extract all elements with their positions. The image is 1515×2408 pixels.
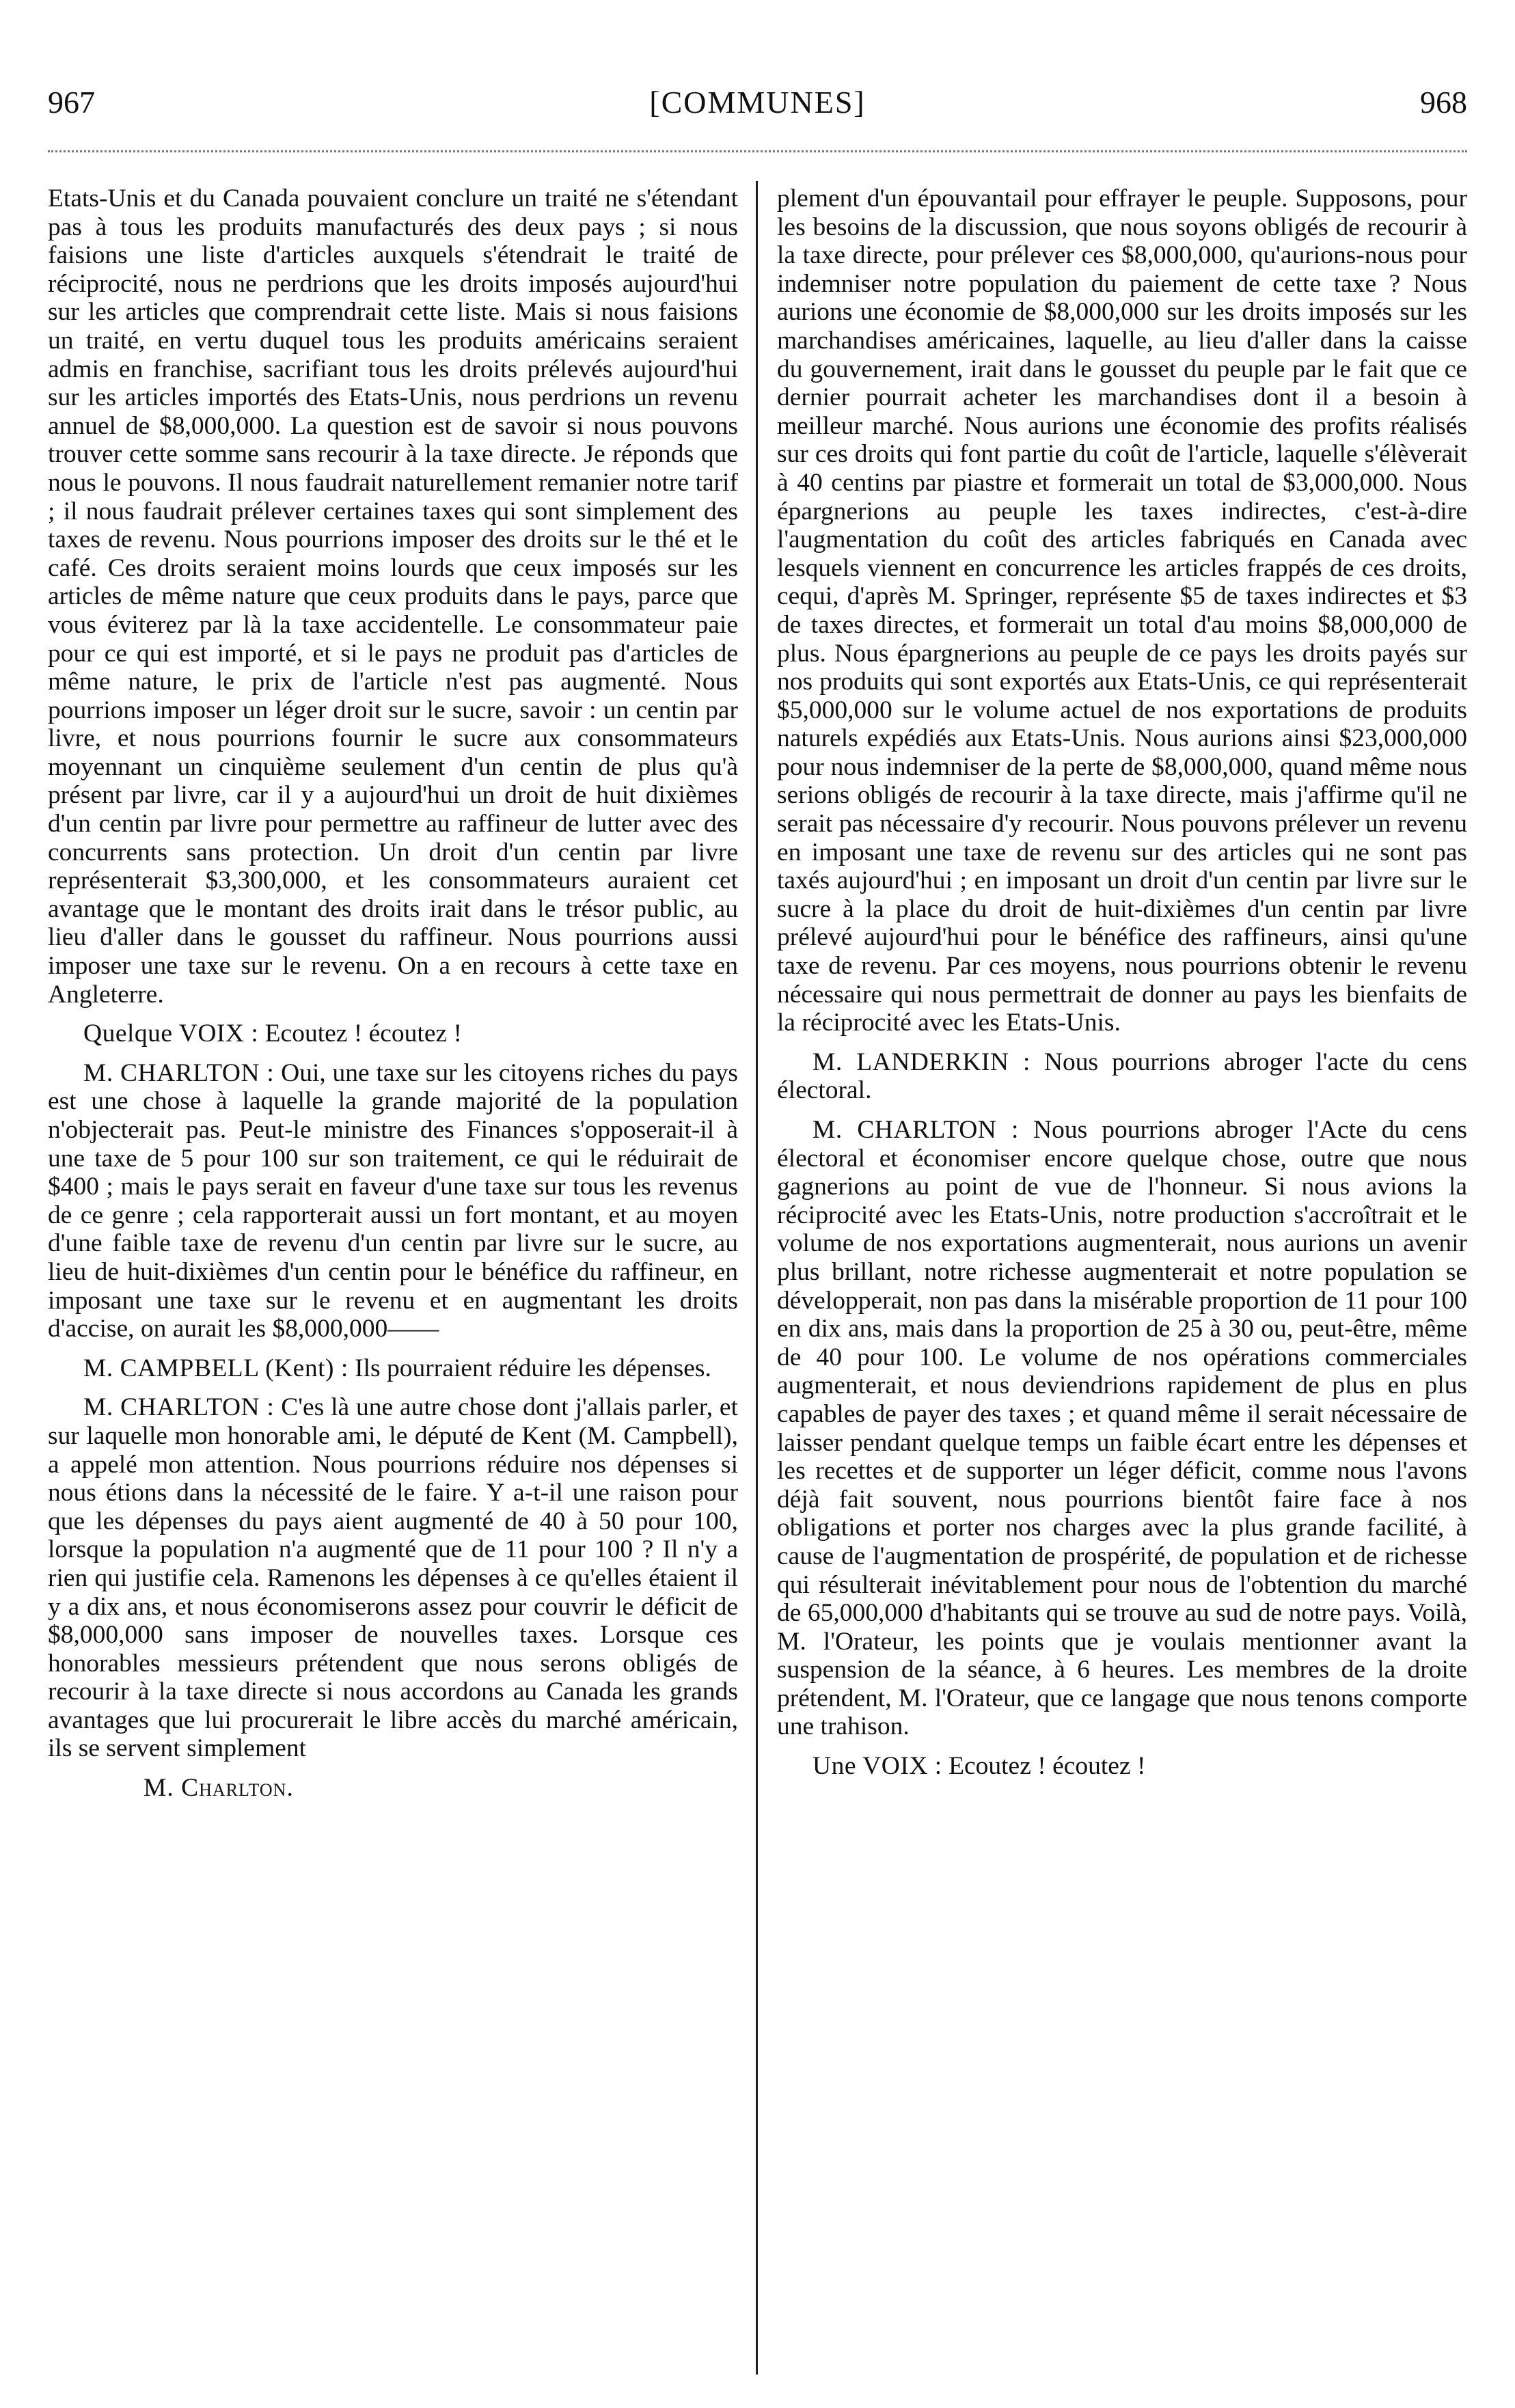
paragraph-text: plement d'un épouvantail pour effrayer le peuple. Supposons, pour les besoins de la discussion, que nous soyons obligés de recourir à la taxe directe, pour prélever ces $8,000,000, qu'aurions-nous pour indemniser notre population du paiement de cette taxe ? Nous aurions une économie de $8,000,000 sur les droits imposés sur les marchandises américaines, laquelle, au lieu d'aller dans la caisse du gouvernement, irait dans le gousset du peuple par le fait que ce dernier pourrait acheter les marchandises dont il a besoin à meilleur marché. Nous aurions une économie des profits réalisés sur ces droits qui font partie du coût de l'article, laquelle s'élèverait à 40 centins par piastre et formerait un total de $3,000,000. Nous épargnerions au peuple les taxes indirectes, c'est-à-dire l'augmentation du coût des articles fabriqués en Canada avec lesquels viennent en concurrence les articles frappés de ces droits, cequi, d'après M. Springer, représente $5 de taxes indirectes et $3 de taxes directes, et formerait un total d'au moins $8,000,000 de plus. Nous épargnerions au peuple de ce pays les droits payés sur nos produits qui sont exportés aux Etats-Unis, ce qui représenterait $5,000,000 sur le volume actuel de nos exportations de produits naturels expédiés aux Etats-Unis. Nous aurions ainsi $23,000,000 pour nous indemniser de la perte de $8,000,000, quand même nous serions obligés de recourir à la taxe directe, mais j'affirme qu'il ne serait pas nécessaire d'y recourir. Nous pouvons prélever un revenu en imposant une taxe de revenu sur des articles qui ne sont pas taxés aujourd'hui ; en imposant un droit d'un centin par livre sur le sucre à la place du droit de huit-dixièmes d'un centin par livre prélevé aujourd'hui pour le bénéfice des raffineurs, ainsi qu'une taxe de revenu. Par ces moyens, nous pourrions obtenir le revenu nécessaire qui nous permettrait de donner au pays les bienfaits de la réciprocité avec les Etats-Unis.: [777, 184, 1467, 1037]
speaker-name: M. CHARLTON :: [83, 1058, 275, 1087]
paragraph-text: Oui, une taxe sur les citoyens riches du pays est une chose à laquelle la grande majorité de la population n'objecterait pas. Peut-le ministre des Finances s'opposerait-il à une taxe de 5 pour 100 sur son traitement, ce qui le réduirait de $400 ; mais le pays serait en faveur d'une taxe sur tous les revenus de ce genre ; cela rapporterait aussi un fort montant, et au moyen d'une faible taxe de revenu d'un centin par livre sur le sucre, au lieu de huit-dixièmes d'un centin pour le bénéfice du raffineur, en imposant une taxe sur le revenu et en augmentant les droits d'accise, on aurait les $8,000,000——: [48, 1058, 739, 1343]
paragraph: [48, 1393, 738, 1763]
right-column: [777, 184, 1467, 2385]
paragraph-text: Ecoutez ! écoutez !: [264, 1020, 462, 1048]
column-divider: [756, 181, 758, 2375]
speaker-name: M. CHARLTON :: [813, 1116, 1019, 1144]
paragraph-text: Ils pourraient réduire les dépenses.: [355, 1354, 711, 1382]
left-column: [48, 184, 738, 2385]
header-rule: [48, 150, 1467, 152]
paragraph-text: C'es là une autre chose dont j'allais parler, et sur laquelle mon honorable ami, le député de Kent (M. Campbell), a appelé mon attention. Nous pourrions réduire nos dépenses si nous étions dans la nécessité de le faire. Y a-t-il une raison pour que les dépenses du pays aient augmenté de 40 à 50 pour 100, lorsque la population n'a augmenté que de 11 pour 100 ? Il n'y a rien qui justifie cela. Ramenons les dépenses à ce qu'elles étaient il y a dix ans, et nous économiserons assez pour couvrir le déficit de $8,000,000 sans imposer de nouvelles taxes. Lorsque ces honorables messieurs prétendent que nous serons obligés de recourir à la taxe directe si nous accordons au Canada les grands avantages que lui procurerait le libre accès du marché américain, ils se servent simplement: [48, 1393, 738, 1763]
paragraph: [777, 184, 1467, 1037]
paragraph: [48, 1354, 738, 1383]
paragraph-text: Nous pourrions abroger l'acte du cens électoral.: [777, 1048, 1468, 1105]
paragraph: [48, 184, 738, 1009]
footer-speaker-name: M. Charlton.: [144, 1774, 294, 1803]
page-header: [48, 75, 1467, 130]
paragraph-text: Ecoutez ! écoutez !: [948, 1752, 1146, 1781]
speaker-name: Une VOIX :: [813, 1752, 942, 1781]
speaker-name: M. CHARLTON :: [83, 1393, 275, 1422]
paragraph: [48, 1020, 738, 1048]
paragraph-text: Etats-Unis et du Canada pouvaient conclure un traité ne s'étendant pas à tous les produits manufacturés des deux pays ; si nous faisions une liste d'articles auxquels s'étendrait le traité de réciprocité, nous ne perdrions que les droits imposés aujourd'hui sur les articles que comprendrait cette liste. Mais si nous faisions un traité, en vertu duquel tous les produits américains seraient admis en franchise, sacrifiant tous les droits prélevés aujourd'hui sur les articles importés des Etats-Unis, nous perdrions un revenu annuel de $8,000,000. La question est de savoir si nous pouvons trouver cette somme sans recourir à la taxe directe. Je réponds que nous le pouvons. Il nous faudrait naturellement remanier notre tarif ; il nous faudrait prélever certaines taxes qui sont simplement des taxes de revenu. Nous pourrions imposer des droits sur le thé et le café. Ces droits seraient moins lourds que ceux imposés sur les articles de même nature que ceux produits dans le pays, parce que vous éviterez par là la taxe accidentelle. Le consommateur paie pour ce qui est importé, et si le pays ne produit pas d'articles de même nature, le prix de l'article n'est pas augmenté. Nous pourrions imposer un léger droit sur le sucre, savoir : un centin par livre, et nous pourrions fournir le sucre aux consommateurs moyennant un cinquième seulement d'un centin de plus qu'à présent par livre, car il y a aujourd'hui un droit de huit dixièmes d'un centin par livre pour permettre au raffineur de lutter avec des concurrents sans protection. Un droit d'un centin par livre représenterait $3,300,000, et les consommateurs auraient cet avantage que le montant des droits irait dans le trésor public, au lieu d'aller dans le gousset du raffineur. Nous pourrions aussi imposer une taxe sur le revenu. On a en recours à cette taxe en Angleterre.: [48, 184, 738, 1009]
speaker-name: M. CAMPBELL (Kent) :: [83, 1354, 349, 1382]
paragraph: [777, 1048, 1467, 1105]
page-title: [COMMUNES]: [649, 85, 866, 120]
right-page-number: 968: [1420, 85, 1467, 120]
paragraph: [777, 1752, 1467, 1781]
paragraph-text: Nous pourrions abroger l'Acte du cens électoral et économiser encore quelque chose, outre que nous gagnerions au point de vue de l'honneur. Si nous avions la réciprocité avec les Etats-Unis, notre production s'accroîtrait et le volume de nos exportations augmenterait, nous aurions un avenir plus brillant, notre richesse augmenterait et notre population se développerait, non pas dans la misérable proportion de 11 pour 100 en dix ans, mais dans la proportion de 25 à 30 ou, peut-être, même de 40 pour 100. Le volume de nos opérations commerciales augmenterait, et nous deviendrions rapidement de plus en plus capables de payer des taxes ; et quand même il serait nécessaire de laisser pendant quelque temps un faible écart entre les dépenses et les recettes et de supporter un léger déficit, comme nous l'avons déjà fait souvent, nous pourrions bientôt faire face à nos obligations et porter nos charges avec la plus grande facilité, à cause de l'augmentation de prospérité, de population et de richesse qui résulterait inévitablement pour nous de l'obtention du marché de 65,000,000 d'habitants qui se trouve au sud de notre pays. Voilà, M. l'Orateur, les points que je voulais mentionner avant la suspension de la séance, à 6 heures. Les membres de la droite prétendent, M. l'Orateur, que ce langage que nous tenons comporte une trahison.: [777, 1116, 1468, 1741]
speaker-name: M. LANDERKIN :: [813, 1048, 1031, 1076]
paragraph: [48, 1059, 738, 1343]
speaker-name: Quelque VOIX :: [83, 1020, 259, 1048]
left-page-number: 967: [48, 85, 95, 120]
newspaper-page: [48, 75, 1467, 2385]
paragraph: [777, 1116, 1467, 1741]
